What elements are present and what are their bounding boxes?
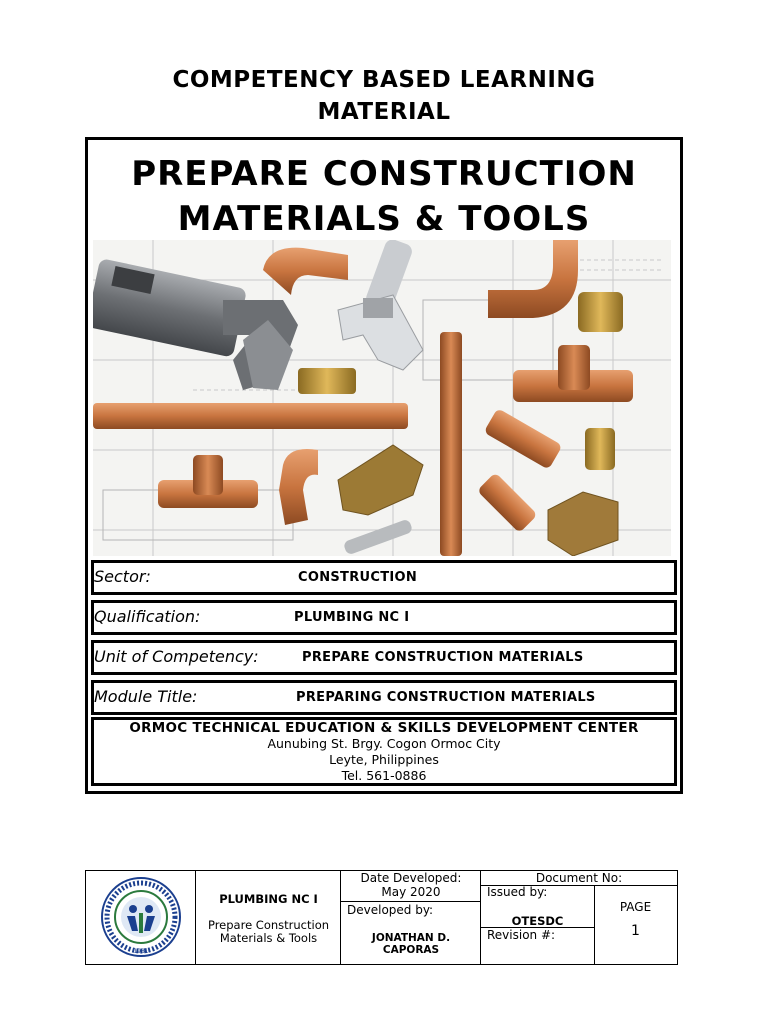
divider	[341, 901, 481, 902]
brass-elbow	[548, 492, 618, 556]
brass-fitting	[585, 428, 615, 470]
developer-line-2: CAPORAS	[382, 944, 440, 956]
field-value: CONSTRUCTION	[298, 570, 418, 585]
date-developed-value: May 2020	[381, 885, 441, 899]
field-value: PREPARE CONSTRUCTION MATERIALS	[302, 650, 584, 665]
heading-line-2: MATERIAL	[317, 99, 451, 125]
document-footer-table	[85, 870, 678, 965]
document-no-label: Document No:	[535, 871, 623, 885]
brass-coupling	[578, 292, 623, 332]
field-row-module-title	[91, 680, 677, 715]
copper-elbow	[263, 248, 348, 295]
pipe-wrench	[93, 258, 298, 390]
field-row-sector	[91, 560, 677, 595]
field-value: PLUMBING NC I	[294, 610, 410, 625]
developed-by-label: Developed by:	[347, 903, 434, 917]
copper-pipe-vertical	[440, 332, 462, 556]
copper-pipe-horizontal	[93, 403, 408, 429]
footer-module-line-1: Prepare Construction	[207, 918, 330, 932]
copper-coupling	[484, 408, 563, 470]
field-row-qualification	[91, 600, 677, 635]
training-center-info	[91, 717, 677, 786]
issued-by-label: Issued by:	[487, 885, 548, 899]
center-name: ORMOC TECHNICAL EDUCATION & SKILLS DEVELOPMENT CENTER	[129, 720, 639, 736]
page-label: PAGE	[619, 900, 652, 914]
field-label: Module Title:	[94, 687, 198, 706]
tesda-seal-logo	[86, 871, 196, 964]
center-address-line-1: Aunubing St. Brgy. Cogon Ormoc City	[267, 736, 501, 751]
footer-logo-cell	[86, 871, 196, 964]
field-row-unit-of-competency	[91, 640, 677, 675]
brass-elbow	[338, 445, 423, 515]
module-title	[88, 152, 680, 242]
cover-photo-plumbing-tools	[93, 240, 671, 556]
plumbing-tools-illustration	[93, 240, 671, 556]
footer-qualification: PLUMBING NC I	[219, 892, 318, 906]
issued-by-value: OTESDC	[511, 914, 564, 928]
date-developed-label: Date Developed:	[360, 871, 462, 885]
logo-year: 1981	[133, 948, 149, 955]
adjustable-wrench	[338, 240, 423, 370]
module-title-line-1: PREPARE CONSTRUCTION	[131, 154, 637, 194]
page-number: 1	[631, 923, 640, 939]
footer-document-cell	[481, 871, 677, 964]
footer-module-cell	[196, 871, 341, 964]
field-value: PREPARING CONSTRUCTION MATERIALS	[296, 690, 596, 705]
heading-line-1: COMPETENCY BASED LEARNING	[172, 67, 596, 93]
field-label: Unit of Competency:	[94, 647, 259, 666]
copper-coupling	[477, 472, 538, 533]
developer-line-1: JONATHAN D.	[371, 932, 451, 944]
document-heading	[0, 64, 768, 128]
footer-module-line-2: Materials & Tools	[219, 931, 318, 945]
center-address-line-2: Leyte, Philippines	[329, 752, 439, 767]
copper-tee	[513, 345, 633, 402]
copper-elbow	[279, 449, 318, 525]
cover-frame	[85, 137, 683, 794]
module-title-line-2: MATERIALS & TOOLS	[177, 199, 591, 239]
revision-label: Revision #:	[487, 928, 556, 942]
footer-date-cell	[341, 871, 481, 964]
braided-hose	[343, 518, 414, 555]
brass-adapter	[298, 368, 356, 394]
field-label: Sector:	[94, 567, 151, 586]
center-telephone: Tel. 561-0886	[341, 768, 427, 783]
copper-elbow	[488, 240, 578, 318]
copper-tee	[158, 455, 258, 508]
field-label: Qualification:	[94, 607, 201, 626]
